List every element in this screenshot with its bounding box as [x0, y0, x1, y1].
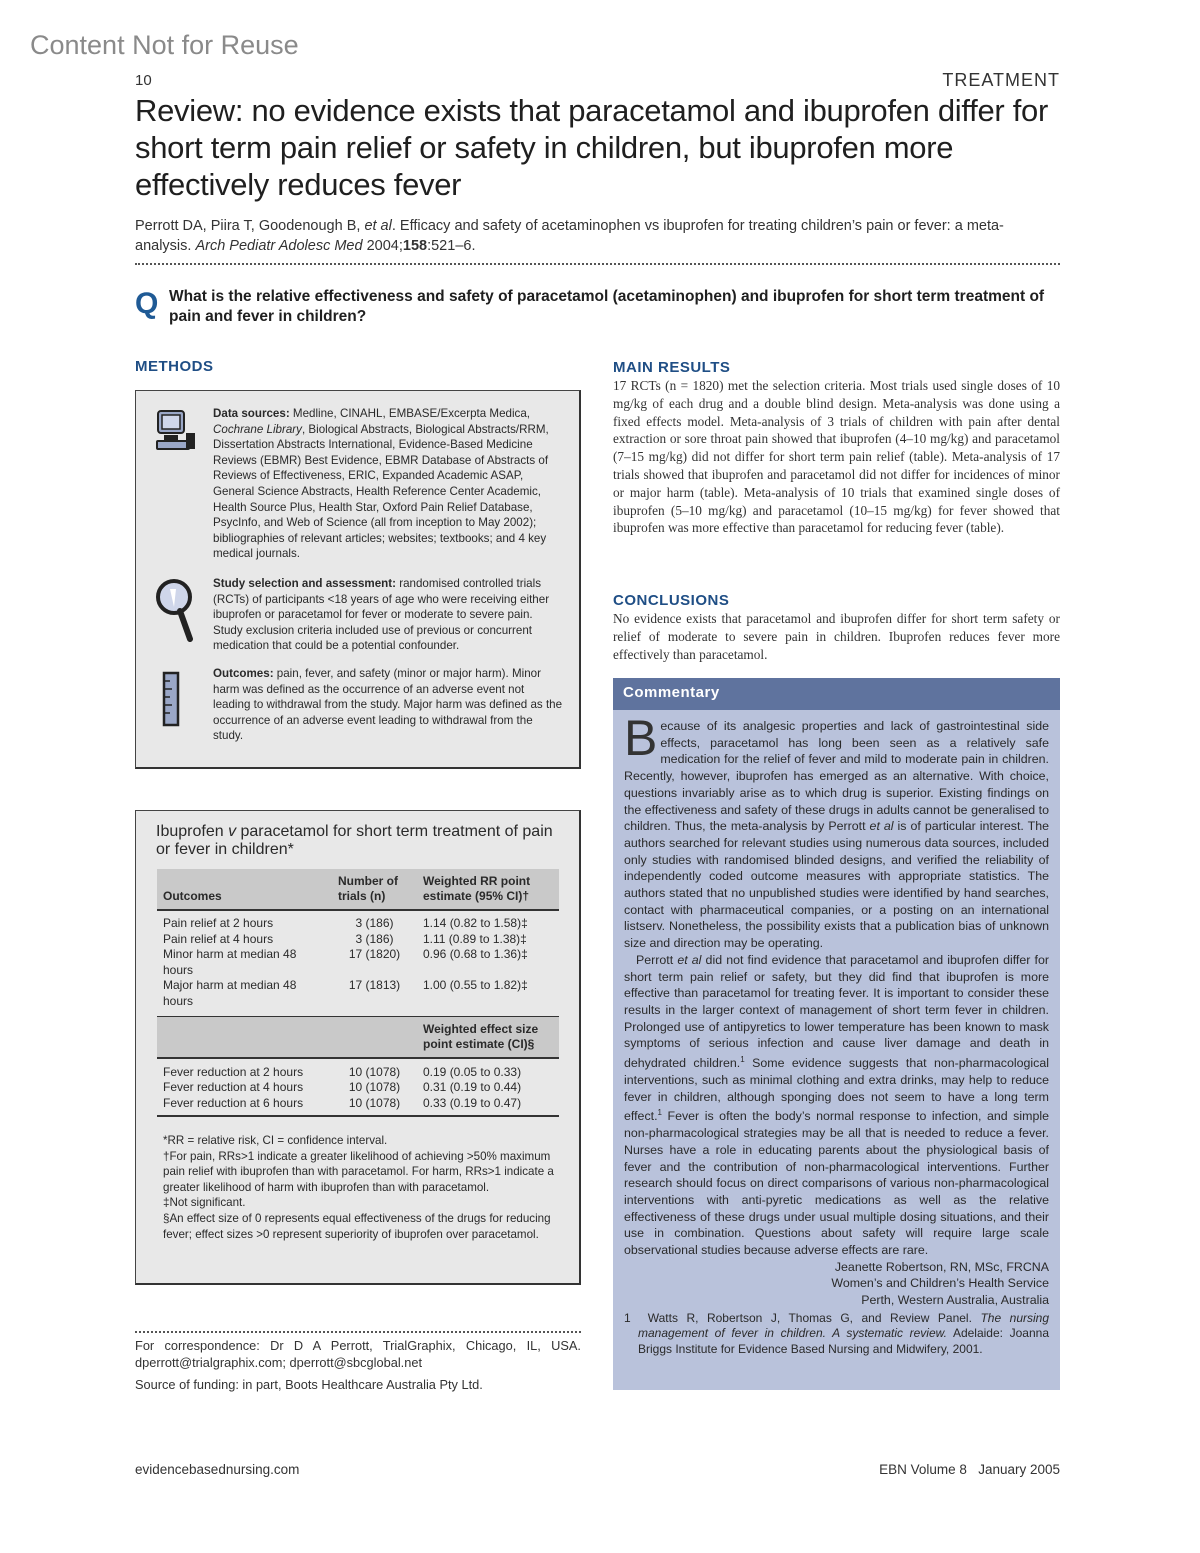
- cell: 1.00 (0.55 to 1.82)‡: [423, 978, 528, 993]
- cell: 3 (186): [355, 916, 394, 930]
- data-sources-cochrane: Cochrane Library: [213, 422, 302, 436]
- commentary-p2b: did not find evidence that paracetamol and ibuprofen differ for short term pain relief or safety, but they did find that ibuprofen is more effective than paracetamol for treating fever. It is important to consider these results in the larger context of management of short term fever in children. Prolonged use of antipyretics to lower temperature has been known to mask symptoms of serious infection and cause liver damage and death in dehydrated children.: [624, 952, 1049, 1071]
- reference-title: The nursing management of fever in children. A systematic review.: [638, 1310, 1050, 1341]
- caption-part-2: paracetamol for short term treatment of pain or fever in children*: [156, 823, 553, 858]
- cell: 17 (1813): [348, 978, 401, 993]
- commentary-paragraph: [624, 710, 1049, 952]
- drop-cap: B: [624, 710, 658, 766]
- question-text: What is the relative effectiveness and safety of paracetamol (acetaminophen) and ibuprofen for short term treatment of pain and fever in children?: [169, 288, 1045, 325]
- commentary-p2: Perrott: [636, 952, 678, 967]
- outcomes-block: [213, 666, 563, 744]
- header-outcomes: Outcomes: [157, 869, 332, 910]
- commentary-etal-2: et al: [677, 952, 702, 967]
- commentary-paragraph-2: [624, 952, 1049, 1259]
- commentary-p2d: Fever is often the body’s normal response to infection, and simple non-pharmacological strategies may be all that is needed to reduce a fever. Nurses have a role in educating parents about the physiological basis of fever and the contribution of non-pharmacological interventions. Further research should focus on direct comparisons of various non-pharmacological interventions with anti-pyretic medications as well as the relative effectiveness of these drugs under usual multiple dosing situations, and their use in combination. Questions about safety will require large scale observational studies because adverse effects are rare.: [624, 1109, 1049, 1258]
- cell: 0.33 (0.19 to 0.47): [417, 1096, 559, 1117]
- table-notes: [163, 1133, 563, 1242]
- question-letter: Q: [135, 287, 159, 320]
- data-sources-block: [213, 406, 563, 562]
- reference: [624, 1311, 1049, 1358]
- table-header-row: [157, 869, 559, 910]
- commentary-box: [613, 710, 1060, 1390]
- cell: Fever reduction at 6 hours: [157, 1096, 332, 1117]
- cell: 0.31 (0.19 to 0.44): [423, 1080, 522, 1095]
- commentary-p1b: is of particular interest. The authors searched for relevant studies using numerous data sources, included only studies with randomised blinded designs, and verified the reliability of independently coded outcome measures with appropriate statistics. The authors stated that no unpublished studies were identified by hand searches, contact with pharmaceutical companies, or a posting on an international listserv. Nonetheless, the possibility exists that a publication bias of unknown size and direction may be operating.: [624, 819, 1049, 951]
- signature-name: Jeanette Robertson, RN, MSc, FRCNA: [834, 1259, 1049, 1274]
- cell: Fever reduction at 2 hours: [163, 1064, 304, 1079]
- cell: 10 (1078): [348, 1080, 401, 1095]
- header-trials: Number of trials (n): [332, 869, 417, 910]
- citation-text: . Efficacy and safety of acetaminophen vs ibuprofen for treating children’s pain or fever: a meta-analysis.: [135, 218, 1004, 254]
- header-blank-2: [332, 1016, 417, 1058]
- cell: 3 (186): [355, 931, 394, 946]
- citation-pages: :521–6.: [427, 238, 476, 254]
- data-sources-text: Medline, CINAHL, EMBASE/Excerpta Medica,: [289, 407, 531, 420]
- results-table-box: [135, 810, 581, 1285]
- divider-2: [135, 1331, 581, 1333]
- table-note: †For pain, RRs>1 indicate a greater likelihood of achieving >50% maximum pain relief with ibuprofen than with paracetamol. For harm, RRs>1 indicate a greater likelihood of harm with ibuprofen than with paracetamol.: [163, 1149, 554, 1194]
- reference-authors: Watts R, Robertson J, Thomas G, and Review Panel.: [647, 1310, 981, 1325]
- cell: Pain relief at 4 hours: [163, 931, 274, 946]
- table-row: [157, 1058, 559, 1081]
- cell: Major harm at median 48 hours: [163, 978, 297, 1008]
- footer-website[interactable]: evidencebasednursing.com: [135, 1462, 300, 1477]
- page-number: 10: [135, 72, 152, 89]
- cell: 0.96 (0.68 to 1.36)‡: [423, 947, 528, 962]
- table-row: [157, 978, 559, 1016]
- cell: 0.19 (0.05 to 0.33): [423, 1064, 522, 1079]
- citation: [135, 216, 1060, 256]
- citation-etal: et al: [364, 218, 392, 234]
- table-row: [157, 932, 559, 948]
- cell: Fever reduction at 4 hours: [163, 1080, 304, 1095]
- cell: 1.14 (0.82 to 1.58)‡: [423, 916, 528, 930]
- funding: Source of funding: in part, Boots Healthcare Australia Pty Ltd.: [135, 1377, 483, 1392]
- divider: [135, 263, 1060, 265]
- table-caption: [156, 823, 566, 859]
- ruler-icon: [160, 671, 182, 732]
- data-sources-label: Data sources:: [213, 407, 290, 420]
- footnote-ref: 1: [740, 1055, 745, 1065]
- study-selection-block: [213, 576, 563, 654]
- table-note: §An effect size of 0 represents equal effectiveness of the drugs for reducing fever; effect sizes >0 represent superiority of ibuprofen over paracetamol.: [163, 1211, 551, 1241]
- table-note: ‡Not significant.: [163, 1196, 246, 1210]
- caption-part: Ibuprofen: [156, 823, 229, 840]
- correspondence: For correspondence: Dr D A Perrott, TrialGraphix, Chicago, IL, USA. dperrott@trialgraphix.com; dperrott@sbcglobal.net: [135, 1338, 581, 1370]
- cell: 17 (1820): [348, 947, 401, 962]
- conclusions-text: No evidence exists that paracetamol and ibuprofen differ for short term safety or relief of moderate to severe pain in children. Ibuprofen reduces fever more effectively than paracetamol.: [613, 611, 1060, 662]
- signature-location: Perth, Western Australia, Australia: [861, 1293, 1049, 1308]
- study-selection-label: Study selection and assessment:: [213, 577, 396, 590]
- footnote-ref-2: 1: [657, 1108, 662, 1118]
- footer-issue: EBN Volume 8 January 2005: [879, 1462, 1060, 1477]
- header-rr: Weighted RR point estimate (95% CI)†: [417, 869, 559, 910]
- caption-v: v: [228, 823, 237, 840]
- header-blank: [157, 1016, 332, 1058]
- table-row: [157, 910, 559, 932]
- results-table: [157, 869, 559, 1117]
- results-heading: MAIN RESULTS: [613, 359, 731, 376]
- section-label: TREATMENT: [942, 70, 1060, 90]
- study-selection-text: randomised controlled trials (RCTs) of participants <18 years of age who were receiving either ibuprofen or paracetamol for fever or moderate to severe pain. Study exclusion criteria included use of previous or concurrent medication that could be a potential confounder.: [213, 577, 550, 653]
- data-sources-text-2: , Biological Abstracts, Biological Abstracts/RRM, Dissertation Abstracts International, Evidence-Based Medicine Reviews (EBMR) Best Evidence, EBMR Database of Abstracts of Reviews of Effectiveness, ERIC, Expanded Academic ASAP, General Science Abstracts, Health Reference Center Academic, Health Source Plus, Health Star, Oxford Pain Relief Database, PsycInfo, and Web of Science (all from inception to May 2002); bibliographies of relevant articles; websites; textbooks; and 4 key medical journals.: [213, 422, 549, 561]
- cell: Pain relief at 2 hours: [163, 916, 274, 930]
- outcomes-text: pain, fever, and safety (minor or major harm). Minor harm was defined as the occurrence of an adverse event not leading to withdrawal from the study. Major harm was defined as the occurrence of an adverse event leading to withdrawal from the study.: [213, 667, 563, 743]
- table-note: *RR = relative risk, CI = confidence interval.: [163, 1134, 388, 1147]
- cell: Minor harm at median 48 hours: [163, 947, 297, 977]
- commentary-text: [624, 710, 1050, 1357]
- citation-year: 2004;: [362, 238, 403, 254]
- results-text: 17 RCTs (n = 1820) met the selection criteria. Most trials used single doses of 10 mg/kg of each drug and a double blind design. Meta-analysis was done using a fixed effects model. Meta-analysis of 3 trials of children with pain after dental extraction or sore throat pain showed that ibuprofen (4–10 mg/kg) and paracetamol (7–15 mg/kg) did not differ for short term pain relief (table). Meta-analysis of 17 trials showed that ibuprofen and paracetamol did not differ for incidences of minor or major harm (table). Meta-analysis of 10 trials that examined single doses of ibuprofen (5–10 mg/kg) and paracetamol (10–15 mg/kg) for fever showed that ibuprofen was more effective than paracetamol for reducing fever (table).: [613, 378, 1060, 536]
- reference-number: 1: [624, 1310, 631, 1325]
- conclusions-heading: CONCLUSIONS: [613, 592, 730, 609]
- magnifier-icon: [156, 579, 196, 648]
- table-row: [157, 947, 559, 978]
- article-title: Review: no evidence exists that paracetamol and ibuprofen differ for short term pain relief or safety in children, but ibuprofen more effectively reduces fever: [135, 93, 1049, 202]
- citation-volume: 158: [402, 238, 428, 254]
- cell: 10 (1078): [332, 1096, 417, 1117]
- table-header-row-2: [157, 1016, 559, 1058]
- signature-affiliation: Women’s and Children’s Health Service: [831, 1276, 1049, 1291]
- methods-heading: METHODS: [135, 358, 214, 375]
- citation-authors: Perrott DA, Piira T, Goodenough B,: [135, 218, 365, 234]
- methods-box: [135, 390, 581, 769]
- reference-publisher: Adelaide: Joanna Briggs Institute for Evidence Based Nursing and Midwifery, 2001.: [638, 1326, 1049, 1356]
- table-row: [157, 1080, 559, 1096]
- outcomes-label: Outcomes:: [213, 667, 274, 680]
- table-row: [157, 1096, 559, 1117]
- watermark: Content Not for Reuse: [30, 30, 299, 60]
- commentary-p1: ecause of its analgesic properties and lack of gastrointestinal side effects, paracetamol has long been seen as a relatively safe medication for the relief of fever and mild to moderate pain in children. Recently, however, ibuprofen has emerged as an alternative. With choice, questions invariably arise as to which drug is superior. Existing findings on the effectiveness and safety of these drugs in adults cannot be generalised to children. Thus, the meta-analysis by Perrott: [624, 719, 1049, 834]
- commentary-etal: et al: [869, 819, 894, 834]
- commentary-heading: Commentary: [613, 678, 1060, 710]
- computer-icon: [156, 409, 196, 458]
- cell: 1.11 (0.89 to 1.38)‡: [423, 931, 527, 946]
- cell: 10 (1078): [348, 1064, 401, 1079]
- header-effect-size: Weighted effect size point estimate (CI)§: [417, 1016, 559, 1058]
- citation-journal: Arch Pediatr Adolesc Med: [195, 238, 363, 254]
- commentator-signature: [624, 1259, 1049, 1309]
- commentary-p2c: Some evidence suggests that non-pharmacological interventions, such as minimal clothing and extra drinks, may help to reduce fever in children, although sponging does not seem to have a long term effect.: [624, 1056, 1049, 1124]
